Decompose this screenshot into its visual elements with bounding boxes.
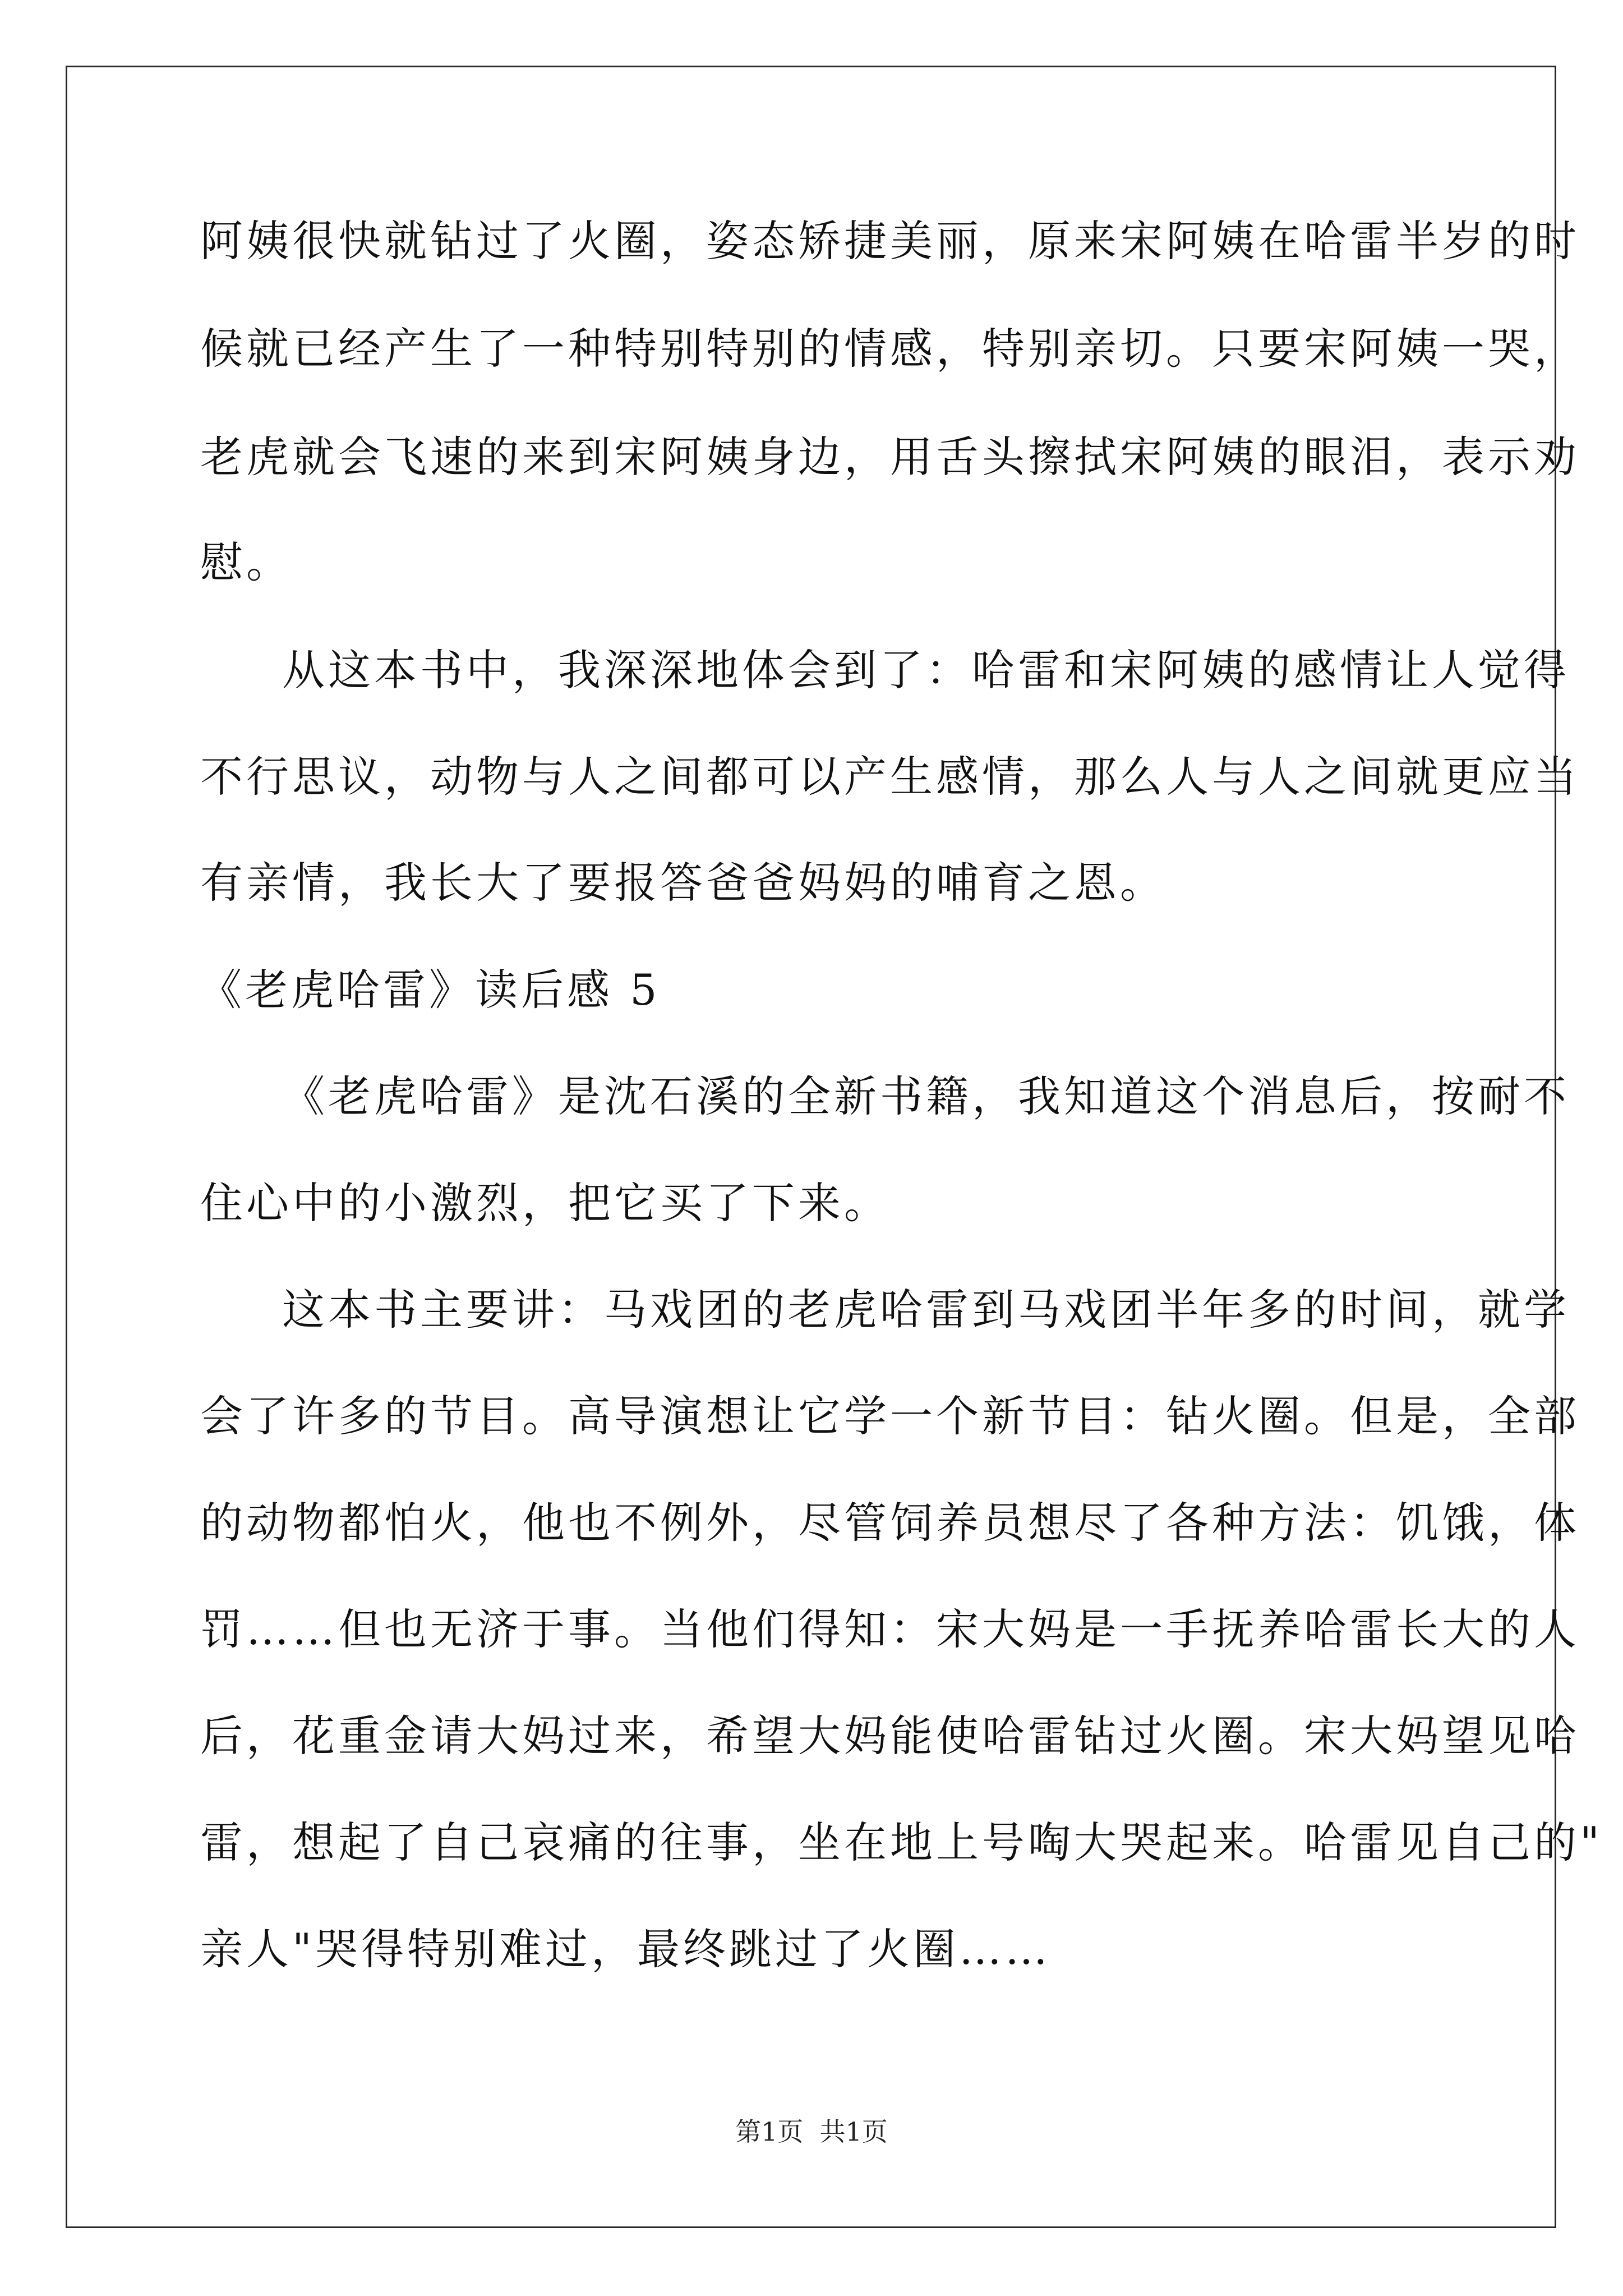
text-line: 《老虎哈雷》是沈石溪的全新书籍，我知道这个消息后，按耐不	[282, 1071, 1570, 1121]
page-number-footer: 第1页 共1页	[735, 2116, 888, 2147]
text-line: 有亲情，我长大了要报答爸爸妈妈的哺育之恩。	[200, 858, 1166, 908]
text-line: 罚……但也无济于事。当他们得知：宋大妈是一手抚养哈雷长大的人	[200, 1604, 1580, 1654]
text-line: 从这本书中，我深深地体会到了：哈雷和宋阿姨的感情让人觉得	[282, 645, 1570, 695]
section-heading: 《老虎哈雷》读后感 5	[199, 965, 661, 1015]
text-line: 慰。	[200, 537, 292, 587]
text-line: 候就已经产生了一种特别特别的情感，特别亲切。只要宋阿姨一哭，	[200, 324, 1580, 374]
text-line: 这本书主要讲：马戏团的老虎哈雷到马戏团半年多的时间，就学	[282, 1285, 1570, 1335]
text-line: 会了许多的节目。高导演想让它学一个新节目：钻火圈。但是，全部	[200, 1391, 1580, 1441]
text-line: 亲人"哭得特别难过，最终跳过了火圈……	[200, 1924, 1051, 1974]
page-border	[66, 66, 1556, 2228]
text-line: 住心中的小激烈，把它买了下来。	[200, 1178, 890, 1228]
text-line: 后，花重金请大妈过来，希望大妈能使哈雷钻过火圈。宋大妈望见哈	[200, 1711, 1580, 1761]
text-line: 老虎就会飞速的来到宋阿姨身边，用舌头擦拭宋阿姨的眼泪，表示劝	[200, 432, 1580, 482]
text-line: 不行思议，动物与人之间都可以产生感情，那么人与人之间就更应当	[200, 752, 1580, 802]
text-line: 阿姨很快就钻过了火圈，姿态矫捷美丽，原来宋阿姨在哈雷半岁的时	[200, 216, 1580, 266]
text-line: 雷，想起了自己哀痛的往事，坐在地上号啕大哭起来。哈雷见自己的"	[200, 1818, 1603, 1867]
text-line: 的动物都怕火，他也不例外，尽管饲养员想尽了各种方法：饥饿，体	[200, 1498, 1580, 1548]
